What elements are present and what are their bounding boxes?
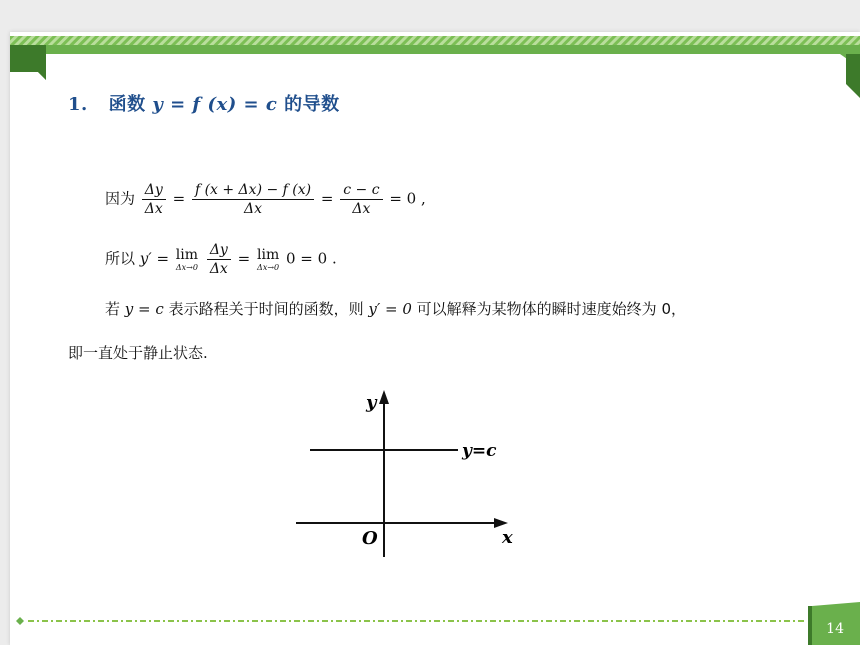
frac3-denominator: Δx	[352, 201, 371, 217]
heading-prefix: 函数	[108, 94, 146, 115]
para-line2-text: 即一直处于静止状态.	[68, 344, 208, 362]
heading-formula: y = f (x) = c	[152, 94, 278, 115]
para-text-a: 若	[105, 300, 121, 318]
limit-equation	[105, 242, 337, 277]
fraction-c-minus-c	[340, 182, 382, 217]
slide	[10, 32, 860, 645]
heading-suffix: 的导数	[284, 94, 340, 115]
section-heading	[68, 90, 340, 116]
step2-tail: 0 = 0 .	[286, 249, 337, 268]
limit-word: lim	[175, 246, 199, 263]
step1-result: = 0 ,	[389, 189, 426, 208]
fraction-dy-dx	[142, 182, 166, 217]
derivative-lhs: y′ =	[139, 249, 170, 268]
y-axis-arrow	[379, 390, 389, 404]
frac2-numerator: f (x + Δx) − f (x)	[192, 182, 314, 200]
step1-lead: 因为	[105, 189, 136, 208]
origin-label: O	[362, 528, 378, 549]
explanation-line-2	[68, 342, 208, 363]
frac1-numerator: Δy	[142, 182, 166, 200]
fraction-increment	[192, 182, 314, 217]
limit-subscript: Δx→0	[175, 262, 198, 272]
heading-number: 1.	[68, 94, 88, 115]
para-math-1: y = c	[124, 300, 164, 318]
limit-frac-numerator: Δy	[207, 242, 231, 260]
frac2-denominator: Δx	[244, 201, 263, 217]
line-label: y=c	[462, 441, 497, 461]
page-number: 14	[826, 621, 844, 637]
para-text-c: 可以解释为某物体的瞬时速度始终为 0，	[416, 300, 686, 318]
limit-operator-2	[257, 248, 279, 272]
frac3-numerator: c − c	[340, 182, 382, 200]
limit-operator	[176, 248, 198, 272]
frac1-denominator: Δx	[144, 201, 163, 217]
step2-lead: 所以	[105, 249, 136, 268]
limit-frac-denominator: Δx	[209, 261, 228, 277]
para-text-b: 表示路程关于时间的函数，则	[168, 300, 364, 318]
difference-quotient-equation: 因为 $\frac{\Delta y}{\Delta x}$ = $\frac{f (x + \Delta x) - f (x)}{\Delta x}$ = $\frac{c - c}{\Delta x}$ = 0 ,	[105, 182, 426, 217]
equals-sign: =	[237, 249, 251, 268]
bottom-banner-decoration	[10, 602, 860, 645]
constant-function-graph	[290, 382, 550, 562]
limit-word-2: lim	[256, 246, 280, 263]
limit-subscript-2: Δx→0	[257, 262, 280, 272]
fraction-dy-dx-limit	[207, 242, 231, 277]
x-axis-label: x	[502, 527, 513, 548]
explanation-line-1	[105, 298, 686, 319]
y-axis-label: y	[366, 392, 377, 413]
para-math-2: y′ = 0	[368, 300, 412, 318]
